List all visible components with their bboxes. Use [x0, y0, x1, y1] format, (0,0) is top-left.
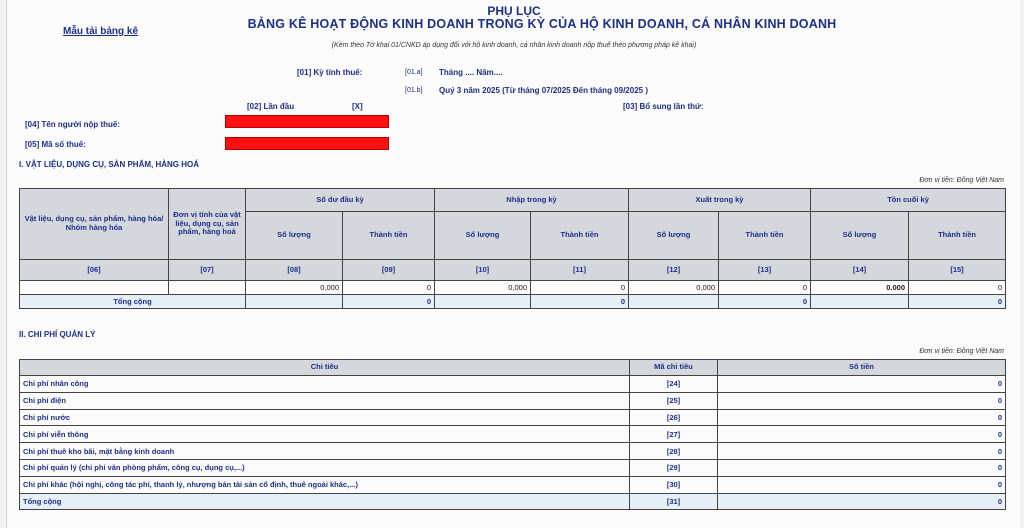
- cost-label: Chi phí điện: [20, 392, 630, 409]
- cost-code: [30]: [630, 476, 718, 493]
- cost-code: [28]: [630, 443, 718, 460]
- sub-amount-header: Thành tiền: [343, 212, 435, 260]
- sub-amount-header: Thành tiền: [719, 212, 811, 260]
- col-criteria-header: Chỉ tiêu: [20, 360, 630, 376]
- cost-code: [27]: [630, 426, 718, 443]
- table-row: [20, 392, 1006, 409]
- total-row: [20, 295, 1006, 309]
- management-cost-table: [19, 359, 1006, 510]
- import-qty-input[interactable]: 0,000: [435, 281, 531, 295]
- group-export-header: Xuất trong kỳ: [629, 189, 811, 212]
- total-import-amount: 0: [531, 295, 629, 309]
- cost-label: Chi phí nhân công: [20, 376, 630, 393]
- table-row: [20, 426, 1006, 443]
- code-cell: [06]: [20, 260, 169, 281]
- code-cell: [10]: [435, 260, 531, 281]
- code-cell: [07]: [169, 260, 246, 281]
- tax-id-label: [05] Mã số thuế:: [25, 140, 86, 149]
- cost-total-label: Tổng cộng: [20, 493, 630, 510]
- taxpayer-name-redaction: [225, 115, 389, 128]
- export-qty-input[interactable]: 0,000: [629, 281, 719, 295]
- section1-currency-unit: Đơn vị tiền: Đồng Việt Nam: [919, 177, 1004, 184]
- section1-title: I. VẬT LIỆU, DỤNG CỤ, SẢN PHẨM, HÀNG HOÁ: [19, 160, 200, 169]
- template-download-link[interactable]: Mẫu tải bảng kê: [63, 26, 139, 37]
- col-unit-header: Đơn vị tính của vật liệu, dụng cụ, sản phẩm, hàng hoá: [169, 189, 246, 260]
- sub-qty-header: Số lượng: [246, 212, 343, 260]
- cost-code: [29]: [630, 459, 718, 476]
- cost-total-amount: 0: [718, 493, 1006, 510]
- col-item-header: Vật liệu, dụng cụ, sản phẩm, hàng hóa/ Nhóm hàng hóa: [20, 189, 169, 260]
- unit-input[interactable]: [169, 281, 246, 295]
- cost-label: Chi phí khác (hội nghị, công tác phí, thanh lý, nhượng bán tài sản cố định, thuê ngoài khác,...): [20, 476, 630, 493]
- code-cell: [11]: [531, 260, 629, 281]
- sub-qty-header: Số lượng: [629, 212, 719, 260]
- form-title: BẢNG KÊ HOẠT ĐỘNG KINH DOANH TRONG KỲ CỦA HỘ KINH DOANH, CÁ NHÂN KINH DOANH: [247, 17, 837, 31]
- table-row: [20, 281, 1006, 295]
- cost-label: Chi phí viễn thông: [20, 426, 630, 443]
- period-code-a: [01.a]: [405, 69, 423, 76]
- form-subtitle: (Kèm theo Tờ khai 01/CNKD áp dụng đối với hộ kinh doanh, cá nhân kinh doanh nộp thuế theo phương pháp kê khai): [331, 42, 697, 49]
- sub-qty-header: Số lượng: [435, 212, 531, 260]
- cost-code: [25]: [630, 392, 718, 409]
- total-export-amount: 0: [719, 295, 811, 309]
- cost-label: Chi phí quản lý (chi phí văn phòng phẩm, công cụ, dụng cụ,...): [20, 459, 630, 476]
- opening-amount-input[interactable]: 0: [343, 281, 435, 295]
- opening-qty-input[interactable]: 0,000: [246, 281, 343, 295]
- first-time-label: [02] Lần đầu: [247, 102, 295, 111]
- period-quarter[interactable]: Quý 3 năm 2025 (Từ tháng 07/2025 Đến tháng 09/2025 ): [439, 86, 648, 95]
- sub-qty-header: Số lượng: [811, 212, 909, 260]
- code-cell: [12]: [629, 260, 719, 281]
- code-cell: [13]: [719, 260, 811, 281]
- total-opening-amount: 0: [343, 295, 435, 309]
- total-label: Tổng cộng: [20, 295, 246, 309]
- period-code-b: [01.b]: [405, 87, 423, 94]
- group-opening-header: Số dư đầu kỳ: [246, 189, 435, 212]
- section2-currency-unit: Đơn vị tiền: Đồng Việt Nam: [919, 348, 1004, 355]
- cost-label: Chi phí nước: [20, 409, 630, 426]
- inventory-table: [19, 188, 1006, 309]
- total-empty-cell: [435, 295, 531, 309]
- sub-amount-header: Thành tiền: [909, 212, 1006, 260]
- cost-amount-input[interactable]: 0: [718, 392, 1006, 409]
- code-cell: [15]: [909, 260, 1006, 281]
- item-input[interactable]: [20, 281, 169, 295]
- cost-amount-input[interactable]: 0: [718, 409, 1006, 426]
- table-row: [20, 459, 1006, 476]
- table-row: [20, 476, 1006, 493]
- section2-title: II. CHI PHÍ QUẢN LÝ: [19, 330, 96, 339]
- period-month-year[interactable]: Tháng .... Năm....: [439, 68, 503, 77]
- code-cell: [14]: [811, 260, 909, 281]
- cost-amount-input[interactable]: 0: [718, 426, 1006, 443]
- first-time-checkbox[interactable]: [X]: [352, 102, 363, 111]
- total-empty-cell: [811, 295, 909, 309]
- export-amount-input[interactable]: 0: [719, 281, 811, 295]
- cost-amount-input[interactable]: 0: [718, 376, 1006, 393]
- closing-qty-value: 0.000: [811, 281, 909, 295]
- table-row: [20, 409, 1006, 426]
- tax-period-label: [01] Kỳ tính thuế:: [297, 68, 363, 77]
- cost-amount-input[interactable]: 0: [718, 443, 1006, 460]
- cost-amount-input[interactable]: 0: [718, 476, 1006, 493]
- taxpayer-name-label: [04] Tên người nộp thuế:: [25, 120, 121, 129]
- closing-amount-value: 0: [909, 281, 1006, 295]
- form-page: [6, 0, 1020, 528]
- table-row: [20, 376, 1006, 393]
- import-amount-input[interactable]: 0: [531, 281, 629, 295]
- table-row: [20, 443, 1006, 460]
- total-row: [20, 493, 1006, 510]
- code-cell: [09]: [343, 260, 435, 281]
- appendix-title: PHỤ LỤC: [487, 4, 541, 18]
- cost-code: [26]: [630, 409, 718, 426]
- code-cell: [08]: [246, 260, 343, 281]
- tax-id-redaction: [225, 137, 389, 150]
- cost-label: Chi phí thuê kho bãi, mặt bằng kinh doanh: [20, 443, 630, 460]
- cost-code: [24]: [630, 376, 718, 393]
- total-empty-cell: [246, 295, 343, 309]
- sub-amount-header: Thành tiền: [531, 212, 629, 260]
- supplement-label: [03] Bổ sung lần thứ:: [623, 102, 704, 111]
- cost-total-code: [31]: [630, 493, 718, 510]
- col-code-header: Mã chỉ tiêu: [630, 360, 718, 376]
- total-closing-amount: 0: [909, 295, 1006, 309]
- total-empty-cell: [629, 295, 719, 309]
- group-closing-header: Tồn cuối kỳ: [811, 189, 1006, 212]
- col-amount-header: Số tiền: [718, 360, 1006, 376]
- group-import-header: Nhập trong kỳ: [435, 189, 629, 212]
- cost-amount-input[interactable]: 0: [718, 459, 1006, 476]
